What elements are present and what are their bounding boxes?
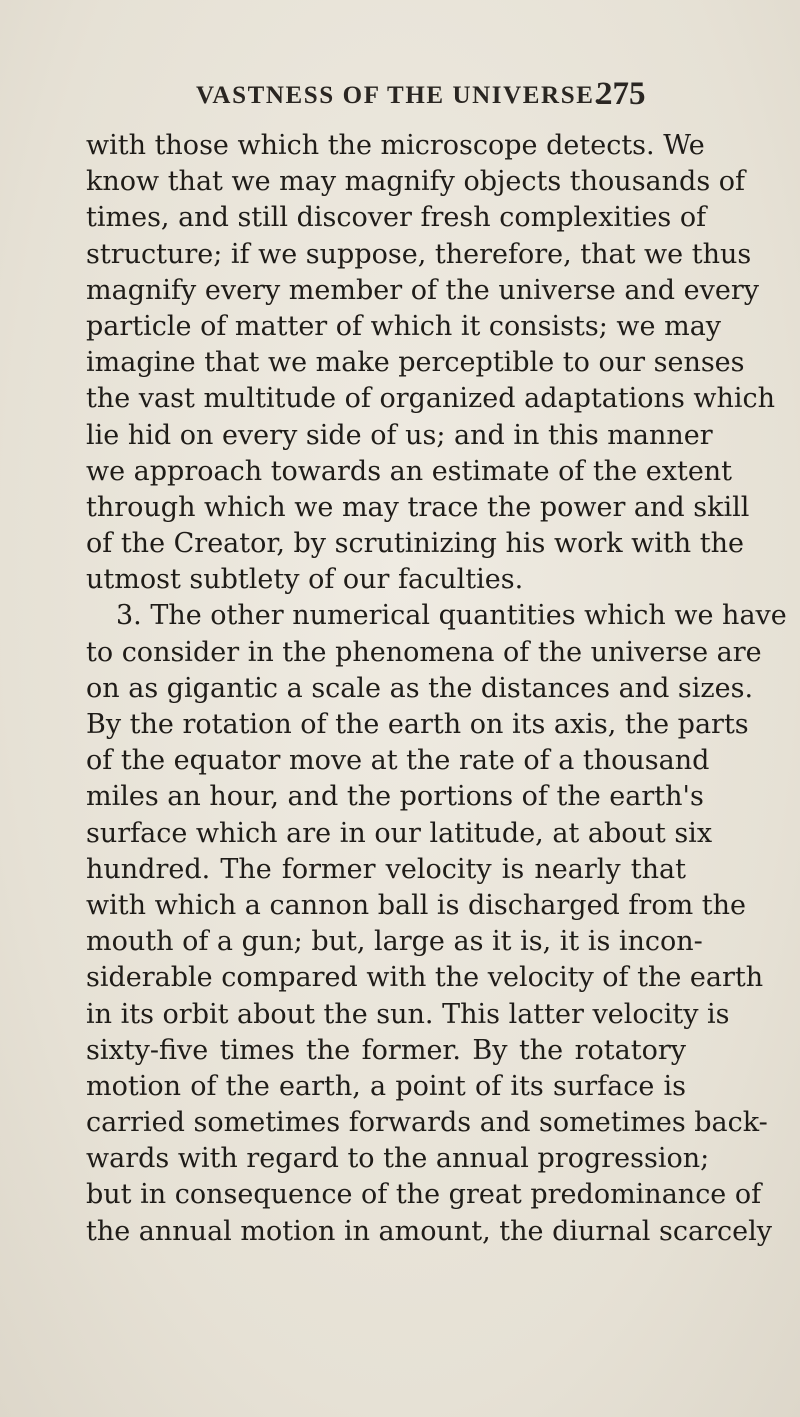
text-line: particle of matter of which it consists; we may xyxy=(86,310,722,342)
text-line: with which a cannon ball is discharged from the xyxy=(86,889,746,921)
text-line: miles an hour, and the portions of the earth's xyxy=(86,781,704,813)
text-line: sixty-five times the former. By the rotatory xyxy=(86,1034,686,1066)
text-line: magnify every member of the universe and every xyxy=(86,274,760,306)
text-line: to consider in the phenomena of the universe are xyxy=(86,636,762,668)
text-line: of the equator move at the rate of a thousand xyxy=(86,745,710,777)
text-line: carried sometimes forwards and sometimes back- xyxy=(86,1107,768,1139)
text-line: lie hid on every side of us; and in this manner xyxy=(86,419,713,451)
text-line: motion of the earth, a point of its surface is xyxy=(86,1070,686,1102)
text-line: 3. The other numerical quantities which we have xyxy=(116,600,787,632)
text-line: By the rotation of the earth on its axis, the parts xyxy=(86,709,749,740)
text-line: hundred. The former velocity is nearly that xyxy=(86,853,686,885)
text-line: siderable compared with the velocity of the earth xyxy=(86,962,764,994)
text-line: on as gigantic a scale as the distances and sizes. xyxy=(86,672,754,704)
text-line: with those which the microscope detects. We xyxy=(86,130,705,161)
text-line: mouth of a gun; but, large as it is, it is incon- xyxy=(86,926,703,958)
page-header xyxy=(0,78,800,118)
text-line: of the Creator, by scrutinizing his work with the xyxy=(86,528,744,560)
text-line: surface which are in our latitude, at about six xyxy=(86,817,713,849)
text-line: the vast multitude of organized adaptations which xyxy=(86,383,776,415)
text-line: wards with regard to the annual progression; xyxy=(86,1143,710,1175)
text-line: in its orbit about the sun. This latter velocity is xyxy=(86,998,730,1030)
running-head: VASTNESS OF THE UNIVERSE. xyxy=(196,82,603,109)
text-line: know that we may magnify objects thousands of xyxy=(86,166,746,198)
text-line: the annual motion in amount, the diurnal scarcely xyxy=(86,1215,772,1247)
body-text xyxy=(86,128,787,1250)
text-line: imagine that we make perceptible to our senses xyxy=(86,347,745,379)
text-line: structure; if we suppose, therefore, that we thus xyxy=(86,238,752,270)
page-number: 275 xyxy=(596,76,646,112)
text-line: we approach towards an estimate of the extent xyxy=(86,455,733,487)
text-line: times, and still discover fresh complexities of xyxy=(86,202,707,234)
text-line: through which we may trace the power and skill xyxy=(86,491,750,523)
text-line: but in consequence of the great predominance of xyxy=(86,1179,762,1211)
text-line: utmost subtlety of our faculties. xyxy=(86,564,524,596)
